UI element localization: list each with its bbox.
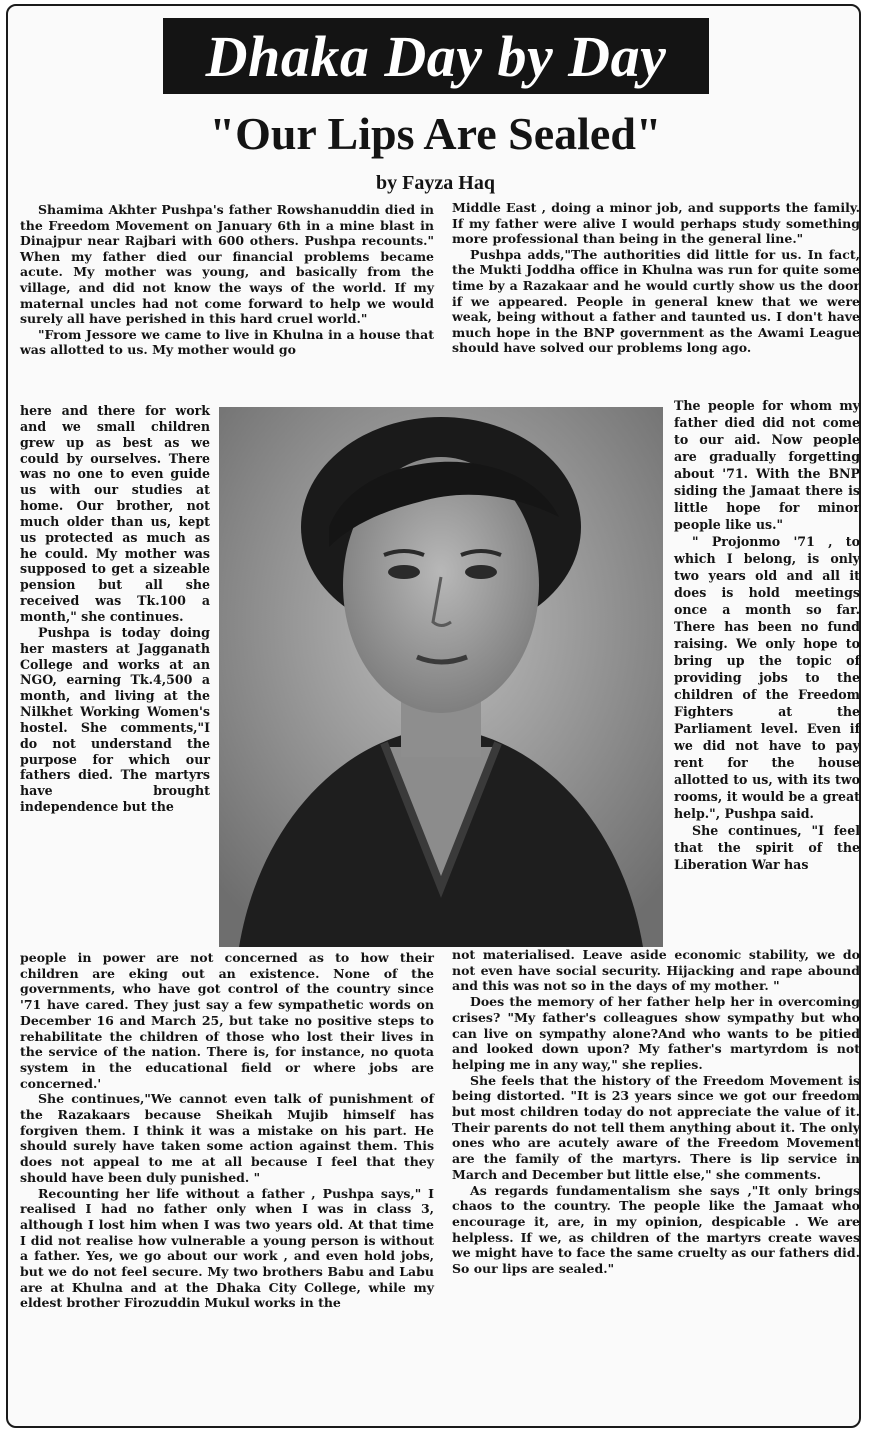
paragraph: not materialised. Leave aside economic stability, we do not even have social security. Hijacking and rape abound and this was not so in the days of my mother. ": [452, 947, 860, 994]
portrait-photo: [219, 407, 663, 947]
paragraph: Shamima Akhter Pushpa's father Rowshanuddin died in the Freedom Movement on January 6th in a mine blast in Dinajpur near Rajbari with 600 others. Pushpa recounts." When my father died our financial problems became acute. My mother was young, and basically from the village, and did not know the ways of the world. If my maternal uncles had not come forward to help we would surely all have perished in this hard cruel world.": [20, 202, 434, 327]
paragraph: She continues, "I feel that the spirit of the Liberation War has: [674, 823, 860, 872]
left-column-bottom: [20, 950, 434, 1311]
portrait-image: [219, 407, 663, 947]
paragraph: people in power are not concerned as to how their children are eking out an existence. None of the governments, who have got control of the country since '71 have cared. They just say a few sympathetic words on December 16 and March 25, but take no positive steps to rehabilitate the children of those who lost their lives in the service of the nation. There is, for instance, no quota system in the educational field or where jobs are concerned.': [20, 950, 434, 1091]
right-column-bottom: [452, 947, 860, 1277]
byline: by Fayza Haq: [376, 172, 495, 194]
paragraph: Pushpa adds,"The authorities did little for us. In fact, the Mukti Joddha office in Khulna was run for quite some time by a Razakaar and he would curtly show us the door if we appeared. People in general knew that we were weak, being without a father and taunted us. I don't have much hope in the BNP government as the Awami League should have solved our problems long ago.: [452, 246, 860, 356]
left-column-narrow: [20, 403, 210, 815]
paragraph: " Projonmo '71 , to which I belong, is only two years old and all it does is hold meetings once a month so far. There has been no fund raising. We only hope to bring up the topic of providing jobs to the children of the Freedom Fighters at the Parliament level. Even if we did not have to pay rent for the house allotted to us, with its two rooms, it would be a great help.", Pushpa said.: [674, 534, 860, 821]
paragraph: She feels that the history of the Freedom Movement is being distorted. "It is 23 years since we got our freedom but most children today do not appreciate the value of it. Their parents do not tell them anything about it. The only ones who are acutely aware of the Freedom Movement are the family of the martyrs. There is lip service in March and December but little else," she comments.: [452, 1072, 860, 1182]
paragraph: Recounting her life without a father , Pushpa says," I realised I had no father only when I was in class 3, although I lost him when I was two years old. At that time I did not realise how vulnerable a young person is without a father. Yes, we go about our work , and even hold jobs, but we do not feel secure. My two brothers Babu and Labu are at Khulna and at the Dhaka City College, while my eldest brother Firozuddin Mukul works in the: [20, 1185, 434, 1311]
right-column-top: [452, 200, 860, 356]
paragraph: Pushpa is today doing her masters at Jagganath College and works at an NGO, earning Tk.4,500 a month, and living at the Nilkhet Working Women's hostel. She comments,"I do not understand the purpose for which our fathers died. The martyrs have brought independence but the: [20, 624, 210, 815]
paragraph: here and there for work and we small children grew up as best as we could by ourselves. There was no one to even guide us with our studies at home. Our brother, not much older than us, kept us protected as much as he could. My mother was supposed to get a sizeable pension but all she received was Tk.100 a month," she continues.: [20, 403, 210, 624]
paragraph: As regards fundamentalism she says ,"It only brings chaos to the country. The people like the Jamaat who encourage it, are, in my opinion, despicable . We are helpless. If we, as children of the martyrs create waves we might have to face the same cruelty as our fathers did. So our lips are sealed.": [452, 1182, 860, 1277]
paragraph: Middle East , doing a minor job, and supports the family. If my father were alive I would perhaps study something more professional than being in the general line.": [452, 200, 860, 247]
right-column-narrow: [674, 397, 860, 873]
right-eye: [465, 565, 497, 579]
left-column-top: [20, 202, 434, 358]
masthead-title: Dhaka Day by Day: [205, 23, 667, 89]
paragraph: She continues,"We cannot even talk of punishment of the Razakaars because Sheikah Mujib himself has forgiven them. I think it was a mistake on his part. He should surely have taken some action against them. This does not appeal to me at all because I feel that they should have been duly punished. ": [20, 1091, 434, 1185]
left-eye: [388, 565, 420, 579]
paragraph: The people for whom my father died did not come to our aid. Now people are gradually forgetting about '71. With the BNP siding the Jamaat there is little hope for minor people like us.": [674, 398, 860, 532]
headline: "Our Lips Are Sealed": [209, 108, 662, 159]
paragraph: Does the memory of her father help her in overcoming crises? "My father's colleagues show sympathy but who can live on sympathy alone?And who wants to be pitied and looked down upon? My father's martyrdom is not helping me in any way," she replies.: [452, 994, 860, 1072]
masthead-banner: [163, 18, 709, 94]
paragraph: "From Jessore we came to live in Khulna in a house that was allotted to us. My mother would go: [20, 326, 434, 358]
